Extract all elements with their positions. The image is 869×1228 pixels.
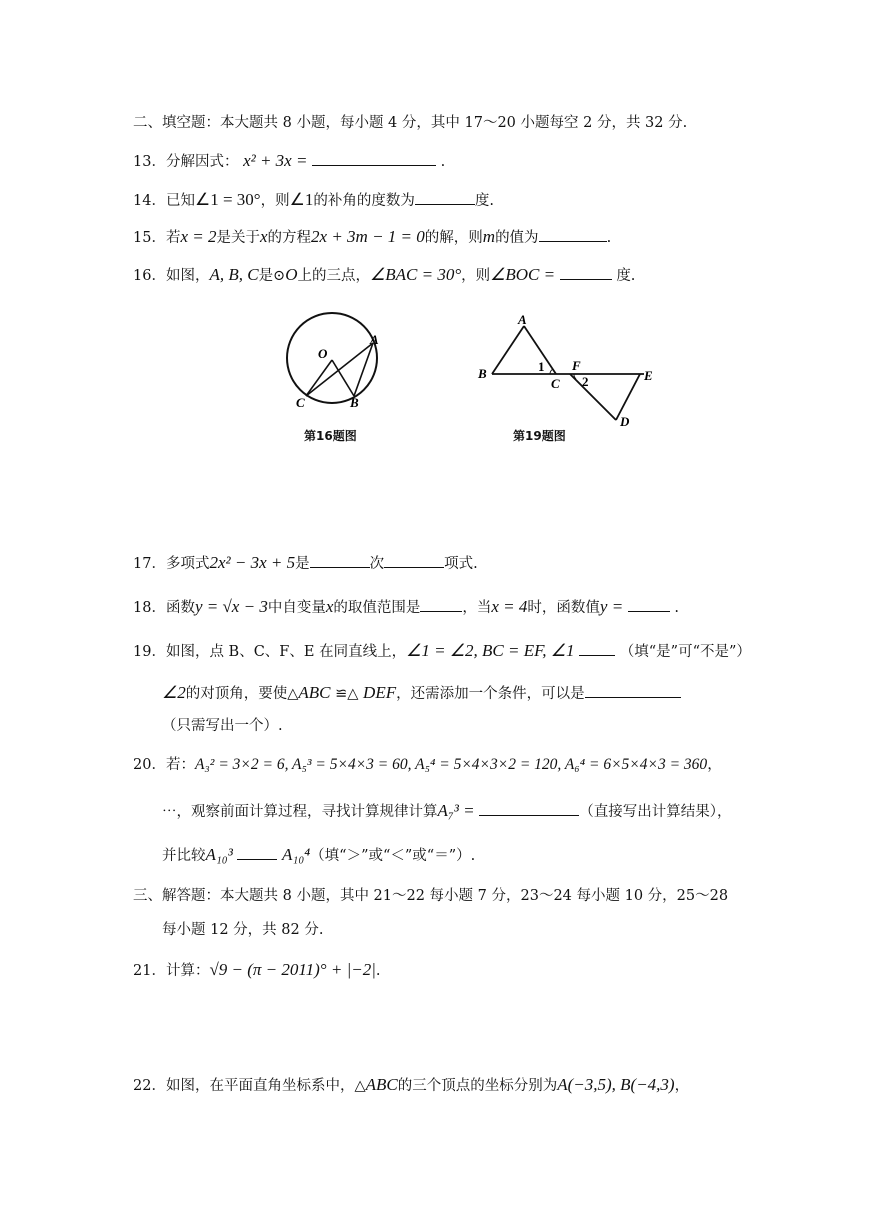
question-text: 并比较 — [162, 848, 206, 864]
math-expression: y = — [599, 597, 624, 616]
question-19-line-3: （只需写出一个）. — [162, 718, 283, 734]
math-expression: DEF — [363, 683, 397, 702]
question-end: 度. — [474, 193, 494, 209]
question-number: 13． — [133, 154, 166, 170]
question-text: 已知 — [165, 193, 195, 209]
label-c: C — [296, 395, 305, 410]
math-expression: y = √x − 3 — [194, 597, 268, 616]
math-expression: m — [482, 227, 496, 246]
answer-blank-a73[interactable] — [479, 801, 579, 816]
question-19-line-2 — [162, 683, 681, 704]
figure-16-caption: 第16题图 — [304, 429, 357, 443]
question-text: 的方程 — [267, 230, 312, 246]
question-13 — [133, 151, 445, 172]
math-expression: √9 − (π − 2011)° + |−2| — [209, 960, 376, 979]
question-text: 多项式 — [165, 556, 210, 572]
question-number: 22． — [133, 1078, 166, 1094]
question-text: ，则 — [260, 193, 290, 209]
section-3-header-line-2: 每小题 12 分，共 82 分. — [162, 922, 324, 938]
label-angle-1: 1 — [538, 359, 545, 374]
question-text: 函数 — [165, 600, 195, 616]
answer-blank-range[interactable] — [420, 597, 462, 612]
question-number: 14． — [133, 193, 166, 209]
label-o: O — [318, 346, 328, 361]
label-d: D — [620, 414, 630, 429]
answer-blank-condition[interactable] — [585, 683, 681, 698]
circle-o — [287, 313, 377, 403]
label-b: B — [350, 395, 359, 410]
question-text: （直接写出计算结果）， — [579, 804, 732, 820]
question-number: 21． — [133, 963, 166, 979]
question-end: 度. — [616, 268, 636, 284]
question-19-line-1 — [133, 641, 751, 662]
math-expression: 2x + 3m − 1 = 0 — [311, 227, 425, 246]
question-end: . — [674, 600, 680, 616]
question-text: 若： — [165, 757, 195, 773]
question-text: 上的三点， — [297, 268, 370, 284]
math-expression: A(−3,5), B(−4,3) — [557, 1075, 675, 1094]
question-22 — [133, 1075, 689, 1096]
label-f: F — [572, 358, 581, 373]
question-14 — [133, 190, 494, 211]
math-expression: x = 2 — [180, 227, 217, 246]
math-expression: x = 4 — [491, 597, 528, 616]
section-2-header: 二、填空题：本大题共 8 小题，每小题 4 分，其中 17～20 小题每空 2 分，共 32 分. — [133, 115, 688, 131]
question-text: ， — [707, 757, 722, 773]
question-text: ，则 — [461, 268, 491, 284]
question-text: 分解因式： — [165, 154, 239, 170]
math-expression: ∠1 = ∠2, BC = EF, ∠1 — [406, 641, 575, 660]
question-text: 中自变量 — [267, 600, 326, 616]
label-a: A — [518, 312, 527, 327]
question-text: ， — [674, 1078, 690, 1094]
question-text: 是 — [295, 556, 310, 572]
question-text: 的解，则 — [424, 230, 483, 246]
question-number: 15． — [133, 230, 166, 246]
answer-blank-degree[interactable] — [310, 553, 370, 568]
question-text: 如图， — [165, 268, 210, 284]
question-number: 19． — [133, 644, 166, 660]
question-text: ，当 — [462, 600, 492, 616]
math-expression: ∠1 — [289, 190, 314, 209]
question-text: 的三个顶点的坐标分别为 — [397, 1078, 558, 1094]
math-expression: ABC — [365, 1075, 398, 1094]
question-text: （填“是”可“不是”） — [619, 644, 751, 660]
math-expression: x — [259, 227, 268, 246]
segment-fd — [570, 374, 616, 420]
answer-blank[interactable] — [560, 265, 612, 280]
math-expression: ∠BOC = — [490, 265, 556, 284]
label-angle-2: 2 — [582, 374, 589, 389]
question-number: 18． — [133, 600, 166, 616]
question-end: . — [440, 154, 446, 170]
answer-blank-terms[interactable] — [384, 553, 444, 568]
question-20-line-1 — [133, 755, 722, 775]
question-text: 次 — [369, 556, 385, 572]
question-15 — [133, 227, 611, 248]
answer-blank-compare[interactable] — [237, 845, 277, 860]
question-text: 计算： — [165, 963, 210, 979]
figure-16-circle-diagram — [280, 310, 390, 415]
math-expression: ABC — [298, 683, 331, 702]
figure-19-triangles-diagram — [474, 308, 664, 433]
label-e: E — [644, 368, 653, 383]
question-text: 的值为 — [495, 230, 539, 246]
question-17 — [133, 553, 478, 574]
question-number: 16． — [133, 268, 166, 284]
math-expression: A₇³ = — [437, 801, 475, 820]
math-expression: A₁₀³ — [205, 845, 233, 864]
question-text: ⋯，观察前面计算过程，寻找计算规律计算 — [162, 804, 438, 820]
label-c: C — [551, 376, 560, 391]
question-20-line-3 — [162, 845, 475, 866]
segment-ob — [332, 360, 354, 396]
math-expression: x² + 3x = — [243, 151, 308, 170]
question-text: ≌△ — [330, 686, 364, 702]
question-number: 20． — [133, 757, 166, 773]
answer-blank[interactable] — [415, 190, 475, 205]
figure-19-caption: 第19题图 — [513, 429, 566, 443]
math-expression: ∠2 — [162, 683, 186, 702]
question-text: 若 — [165, 230, 181, 246]
question-16 — [133, 265, 635, 286]
question-text: 时，函数值 — [527, 600, 600, 616]
question-text: 是关于 — [216, 230, 260, 246]
math-expression: ∠1 = 30° — [194, 190, 261, 209]
question-18 — [133, 597, 679, 618]
answer-blank[interactable] — [312, 151, 436, 166]
label-a: A — [370, 332, 379, 347]
math-expression: A₁₀⁴ — [282, 845, 311, 864]
math-expression: 2x² − 3x + 5 — [209, 553, 296, 572]
question-end: . — [375, 963, 381, 979]
math-expression: ∠BAC = 30° — [370, 265, 462, 284]
question-text: 如图，点 B、C、F、E 在同直线上， — [165, 644, 407, 660]
question-text: 如图，在平面直角坐标系中，△ — [165, 1078, 366, 1094]
answer-blank-is-vertical[interactable] — [579, 641, 615, 656]
section-3-header-line-1: 三、解答题：本大题共 8 小题，其中 21～22 每小题 7 分，23～24 每小题 10 分，25～28 — [133, 888, 729, 904]
question-21 — [133, 960, 381, 981]
question-end: . — [606, 230, 612, 246]
segment-ba — [492, 326, 524, 374]
question-text: ，还需添加一个条件，可以是 — [396, 686, 585, 702]
math-expression: x — [325, 597, 334, 616]
answer-blank-value[interactable] — [628, 597, 670, 612]
question-text: （填“＞”或“＜”或“＝”）. — [310, 848, 476, 864]
label-b: B — [478, 366, 487, 381]
answer-blank[interactable] — [539, 227, 607, 242]
question-end: 项式. — [444, 556, 478, 572]
question-number: 17． — [133, 556, 166, 572]
question-text: 的取值范围是 — [333, 600, 421, 616]
question-text: 的补角的度数为 — [313, 193, 415, 209]
math-expression: A, B, C — [209, 265, 259, 284]
question-text: 是⊙ — [258, 268, 286, 284]
math-expression: A₃² = 3×2 = 6, A₅³ = 5×4×3 = 60, A₅⁴ = 5×4×3×2 = 120, A₆⁴ = 6×5×4×3 = 360 — [194, 756, 708, 773]
question-20-line-2 — [162, 801, 731, 822]
question-text: 的对顶角，要使△ — [185, 686, 299, 702]
math-expression: O — [285, 265, 298, 284]
